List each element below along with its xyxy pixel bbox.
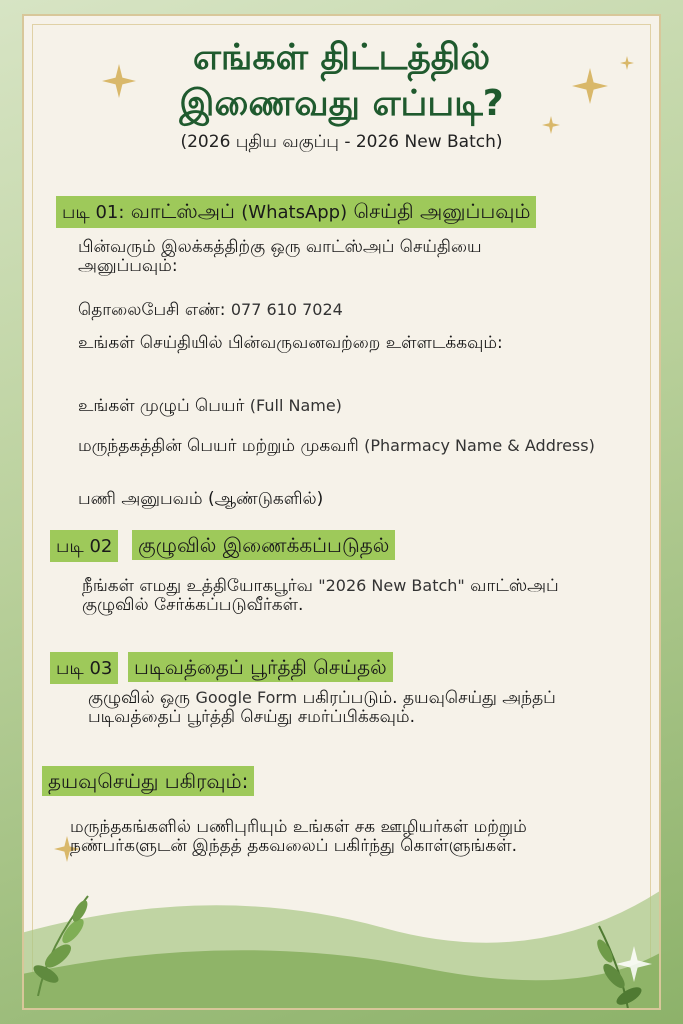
step2-text-ta1: நீங்கள் எமது உத்தியோகபூர்வ xyxy=(82,576,313,596)
item2-en: (Pharmacy Name & Address) xyxy=(364,436,595,455)
item2-ta: மருந்தகத்தின் பெயர் மற்றும் முகவரி xyxy=(78,436,359,456)
page-title-line1: எங்கள் திட்டத்தில் xyxy=(192,37,491,78)
step2-text xyxy=(82,576,622,615)
step1-heading xyxy=(56,196,536,228)
item1-ta: உங்கள் முழுப் பெயர் xyxy=(78,396,245,416)
step2-text-ta2: வாட்ஸ்அப் குழுவில் சேர்க்கப்படுவீர்கள். xyxy=(82,576,559,615)
step2-tag: படி 02 xyxy=(56,536,113,557)
phone-line xyxy=(78,300,598,320)
step1-tag: படி 01: xyxy=(62,202,125,223)
step2-heading: குழுவில் இணைக்கப்படுதல் xyxy=(132,530,395,560)
phone-number: 077 610 7024 xyxy=(230,300,343,319)
step3-tag: படி 03 xyxy=(56,658,113,679)
subtitle: (2026 புதிய வகுப்பு - 2026 New Batch) xyxy=(180,132,503,152)
step2-tag-box xyxy=(50,530,118,562)
step3-text-ta2: பகிரப்படும். தயவுசெய்து அந்தப் படிவத்தைப் பூர்த்தி செய்து சமர்ப்பிக்கவும். xyxy=(88,688,556,727)
list-item-full-name xyxy=(78,396,618,416)
share-text: மருந்தகங்களில் பணிபுரியும் உங்கள் சக ஊழியர்கள் மற்றும் நண்பர்களுடன் இந்தத் தகவலைப் பகிர்ந்து கொள்ளுங்கள். xyxy=(70,817,527,856)
step3-text xyxy=(88,688,648,727)
step3-tag-box xyxy=(50,652,118,684)
leaf-branch-icon xyxy=(22,886,118,996)
include-text: உங்கள் செய்தியில் பின்வருவனவற்றை உள்ளடக்கவும்: xyxy=(78,333,503,353)
step1-heading-ta2: செய்தி அனுப்பவும் xyxy=(353,199,531,223)
share-heading: தயவுசெய்து பகிரவும்: xyxy=(42,766,254,796)
step3-text-ta1: குழுவில் ஒரு xyxy=(88,688,191,708)
step3-text-en: Google Form xyxy=(195,688,298,707)
list-item-pharmacy xyxy=(78,436,658,456)
step2-text-en: "2026 New Batch" xyxy=(318,576,465,595)
item1-en: (Full Name) xyxy=(249,396,342,415)
step1-heading-ta: வாட்ஸ்அப் xyxy=(130,199,235,223)
list-item-experience: பணி அனுபவம் (ஆண்டுகளில்) xyxy=(78,489,324,509)
step3-heading: படிவத்தைப் பூர்த்தி செய்தல் xyxy=(128,652,393,682)
phone-label: தொலைபேசி எண்: xyxy=(78,300,226,320)
leaf-branch-icon xyxy=(569,916,659,1010)
step1-instruction: பின்வரும் இலக்கத்திற்கு ஒரு வாட்ஸ்அப் செய்தியை அனுப்பவும்: xyxy=(78,237,482,276)
poster-card xyxy=(22,14,661,1010)
page-title-line2: இணைவது எப்படி? xyxy=(179,83,504,124)
step1-heading-en: (WhatsApp) xyxy=(241,202,348,223)
